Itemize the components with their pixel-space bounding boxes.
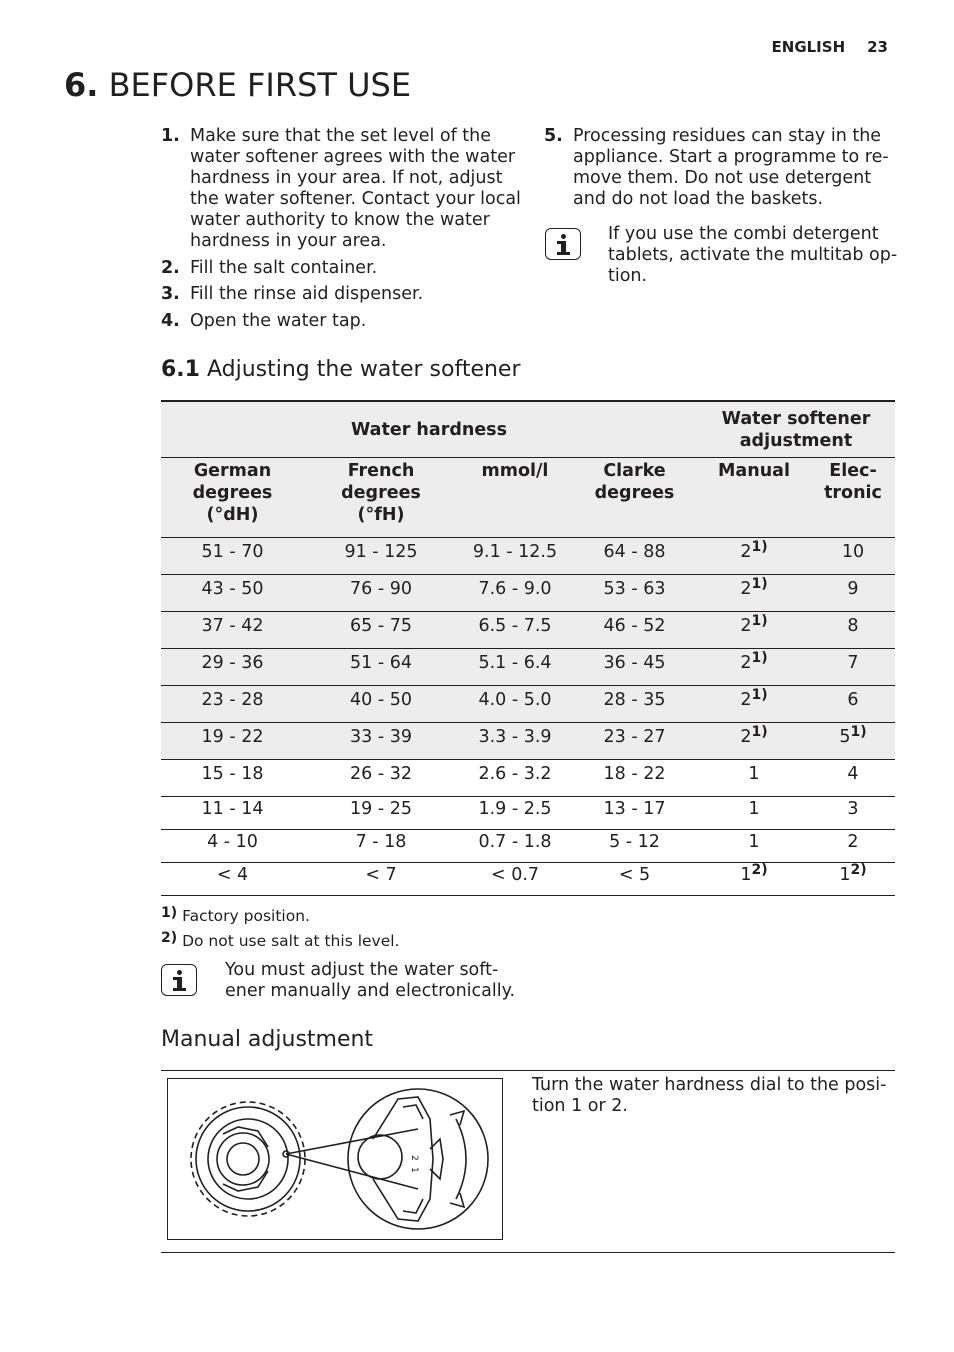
table-cell-french: < 7: [304, 863, 458, 896]
cell-value: 8: [847, 616, 859, 636]
column-header: German degrees (°dH): [161, 458, 304, 538]
table-cell-manual: [697, 863, 811, 896]
table-cell-german: < 4: [161, 863, 304, 896]
table-cell-clarke: 13 - 17: [572, 797, 697, 830]
cell-value: 1: [748, 832, 760, 852]
manual-adjustment-title: Manual adjustment: [161, 1027, 374, 1052]
cell-value: 3: [847, 799, 859, 819]
table-body: [161, 538, 895, 896]
table-row: [161, 830, 895, 863]
footnote: 2) Do not use salt at this level.: [161, 930, 400, 950]
table-group-header-row: [161, 401, 895, 458]
table-cell-electronic: [811, 649, 895, 686]
table-cell-electronic: [811, 612, 895, 649]
footnote-reference: 1): [751, 687, 768, 703]
table-cell-manual: [697, 830, 811, 863]
table-cell-clarke: 23 - 27: [572, 723, 697, 760]
cell-value: 6: [847, 690, 859, 710]
column-header: Elec- tronic: [811, 458, 895, 538]
chapter-number: 6.: [64, 66, 99, 104]
cell-value: 5: [839, 727, 851, 747]
table-cell-clarke: 53 - 63: [572, 575, 697, 612]
table-cell-clarke: 28 - 35: [572, 686, 697, 723]
table-cell-manual: [697, 538, 811, 575]
cell-value: 9: [847, 579, 859, 599]
cell-value: 2: [740, 690, 752, 710]
cell-value: 1: [748, 764, 760, 784]
table-cell-clarke: < 5: [572, 863, 697, 896]
group-header-hardness: Water hardness: [161, 401, 697, 458]
table-cell-manual: [697, 612, 811, 649]
table-cell-german: 11 - 14: [161, 797, 304, 830]
cell-value: 1: [748, 799, 760, 819]
table-cell-french: 91 - 125: [304, 538, 458, 575]
table-cell-german: 37 - 42: [161, 612, 304, 649]
table-cell-german: 43 - 50: [161, 575, 304, 612]
dial-illustration: [168, 1079, 502, 1239]
table-cell-mmol: 9.1 - 12.5: [458, 538, 572, 575]
table-row: [161, 612, 895, 649]
column-header: French degrees (°fH): [304, 458, 458, 538]
info-note-multitab: If you use the combi detergent tablets, activate the multitab op- tion.: [608, 224, 898, 286]
table-row: [161, 760, 895, 797]
cell-value: 2: [740, 727, 752, 747]
table-cell-french: 76 - 90: [304, 575, 458, 612]
cell-value: 2: [847, 832, 859, 852]
manual-adjustment-box: [161, 1070, 895, 1253]
info-note-adjust: You must adjust the water soft- ener manually and electronically.: [225, 960, 516, 1001]
table-cell-mmol: 2.6 - 3.2: [458, 760, 572, 797]
table-cell-mmol: 4.0 - 5.0: [458, 686, 572, 723]
table-cell-clarke: 46 - 52: [572, 612, 697, 649]
water-hardness-table: [161, 400, 895, 896]
table-cell-french: 33 - 39: [304, 723, 458, 760]
chapter-title: [64, 66, 411, 104]
table-cell-german: 29 - 36: [161, 649, 304, 686]
info-icon: [161, 964, 197, 996]
table-cell-mmol: 3.3 - 3.9: [458, 723, 572, 760]
footnote-reference: 1): [751, 724, 768, 740]
table-cell-electronic: [811, 797, 895, 830]
cell-value: 2: [740, 616, 752, 636]
table-cell-french: 65 - 75: [304, 612, 458, 649]
table-row: [161, 797, 895, 830]
table-cell-french: 26 - 32: [304, 760, 458, 797]
column-header: Clarke degrees: [572, 458, 697, 538]
footnote-reference: 2): [751, 862, 768, 878]
column-header: mmol/l: [458, 458, 572, 538]
table-cell-clarke: 36 - 45: [572, 649, 697, 686]
table-cell-manual: [697, 575, 811, 612]
table-cell-electronic: [811, 760, 895, 797]
table-cell-electronic: [811, 575, 895, 612]
table-cell-german: 51 - 70: [161, 538, 304, 575]
table-cell-clarke: 64 - 88: [572, 538, 697, 575]
dial-label-2: 2: [409, 1155, 419, 1161]
info-icon: [545, 228, 581, 260]
table-row: [161, 575, 895, 612]
table-cell-mmol: 6.5 - 7.5: [458, 612, 572, 649]
cell-value: 1: [740, 865, 752, 885]
table-cell-french: 40 - 50: [304, 686, 458, 723]
table-cell-manual: [697, 686, 811, 723]
footnote-reference: 1): [751, 576, 768, 592]
section-title-text: Adjusting the water softener: [206, 357, 521, 382]
table-row: [161, 686, 895, 723]
dial-label-1: 1: [409, 1167, 419, 1173]
footnote-reference: 1): [751, 613, 768, 629]
table-cell-manual: [697, 797, 811, 830]
water-hardness-dial-figure: [167, 1078, 503, 1240]
table-cell-french: 7 - 18: [304, 830, 458, 863]
chapter-title-text: BEFORE FIRST USE: [108, 66, 412, 104]
table-cell-french: 51 - 64: [304, 649, 458, 686]
table-cell-electronic: [811, 538, 895, 575]
table-row: [161, 863, 895, 896]
table-cell-electronic: [811, 686, 895, 723]
cell-value: 1: [839, 865, 851, 885]
footnote-reference: 1): [751, 539, 768, 555]
table-row: [161, 538, 895, 575]
cell-value: 7: [847, 653, 859, 673]
footnote-reference: 1): [751, 650, 768, 666]
header-language: ENGLISH: [771, 38, 846, 56]
cell-value: 2: [740, 542, 752, 562]
column-header: Manual: [697, 458, 811, 538]
table-cell-manual: [697, 723, 811, 760]
page-header: [750, 38, 888, 56]
table-row: [161, 723, 895, 760]
footnote-reference: 2): [850, 862, 867, 878]
cell-value: 2: [740, 579, 752, 599]
table-cell-german: 15 - 18: [161, 760, 304, 797]
manual-instruction: Turn the water hardness dial to the posi- tion 1 or 2.: [532, 1075, 887, 1116]
header-page-number: 23: [867, 38, 888, 56]
footnote: 1) Factory position.: [161, 905, 310, 925]
table-cell-german: 4 - 10: [161, 830, 304, 863]
table-cell-manual: [697, 649, 811, 686]
table-cell-manual: [697, 760, 811, 797]
section-title: [161, 357, 521, 382]
table-cell-electronic: [811, 723, 895, 760]
table-cell-clarke: 18 - 22: [572, 760, 697, 797]
table-cell-french: 19 - 25: [304, 797, 458, 830]
table-cell-electronic: [811, 863, 895, 896]
table-cell-mmol: 0.7 - 1.8: [458, 830, 572, 863]
table-cell-mmol: < 0.7: [458, 863, 572, 896]
table-cell-german: 23 - 28: [161, 686, 304, 723]
table-column-header-row: [161, 458, 895, 538]
table-cell-mmol: 5.1 - 6.4: [458, 649, 572, 686]
table-cell-german: 19 - 22: [161, 723, 304, 760]
cell-value: 10: [841, 542, 865, 562]
section-number: 6.1: [161, 357, 200, 382]
table-row: [161, 649, 895, 686]
cell-value: 4: [847, 764, 859, 784]
cell-value: 2: [740, 653, 752, 673]
table-cell-electronic: [811, 830, 895, 863]
table-cell-mmol: 1.9 - 2.5: [458, 797, 572, 830]
table-cell-mmol: 7.6 - 9.0: [458, 575, 572, 612]
footnote-reference: 1): [850, 724, 867, 740]
group-header-adjustment: Water softener adjustment: [697, 401, 895, 458]
table-cell-clarke: 5 - 12: [572, 830, 697, 863]
